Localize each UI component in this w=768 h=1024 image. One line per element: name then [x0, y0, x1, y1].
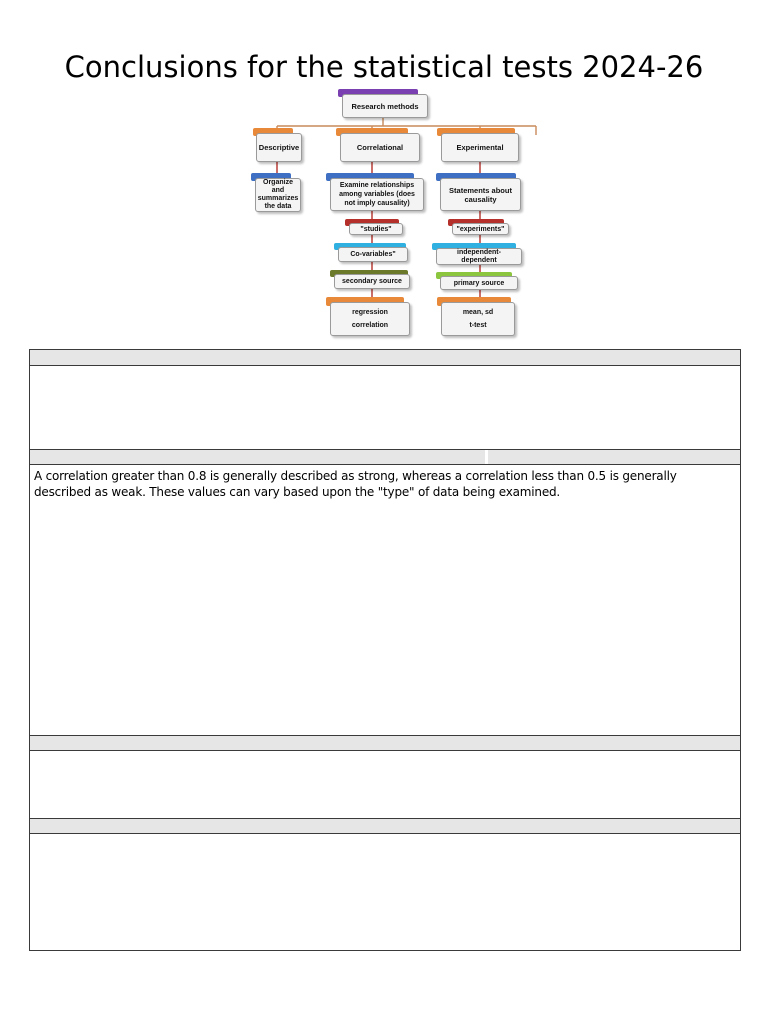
node-correlational: Correlational — [340, 133, 420, 162]
node-experiments: "experiments" — [452, 223, 509, 235]
node-experimental: Experimental — [441, 133, 519, 162]
node-independent-dependent: independent-dependent — [436, 248, 522, 265]
node-secondary-source: secondary source — [334, 274, 410, 289]
section-2-header-divider — [485, 450, 488, 464]
section-3-header — [30, 735, 740, 751]
node-primary-source: primary source — [440, 276, 518, 290]
node-descriptive-detail: Organize and summarizes the data — [255, 178, 301, 212]
node-mean-sd-ttest: mean, sd t-test — [441, 302, 515, 336]
node-experimental-detail: Statements about causality — [440, 178, 521, 211]
section-4-header — [30, 818, 740, 834]
node-regression-correlation: regression correlation — [330, 302, 410, 336]
node-research-methods: Research methods — [342, 94, 428, 118]
page-title: Conclusions for the statistical tests 2024-26 — [64, 50, 704, 84]
section-2-header — [30, 449, 740, 465]
section-1-header — [30, 350, 740, 366]
node-covariables: Co-variables" — [338, 247, 408, 262]
conclusions-table — [29, 349, 741, 951]
research-methods-diagram — [0, 0, 768, 345]
node-studies: "studies" — [349, 223, 403, 235]
section-2-body: A correlation greater than 0.8 is generally described as strong, whereas a correlation less than 0.5 is generally described as weak. These values can vary based upon the "type" of data being examined. — [34, 469, 677, 499]
node-correlational-detail: Examine relationships among variables (does not imply causality) — [330, 178, 424, 211]
node-descriptive: Descriptive — [256, 133, 302, 162]
